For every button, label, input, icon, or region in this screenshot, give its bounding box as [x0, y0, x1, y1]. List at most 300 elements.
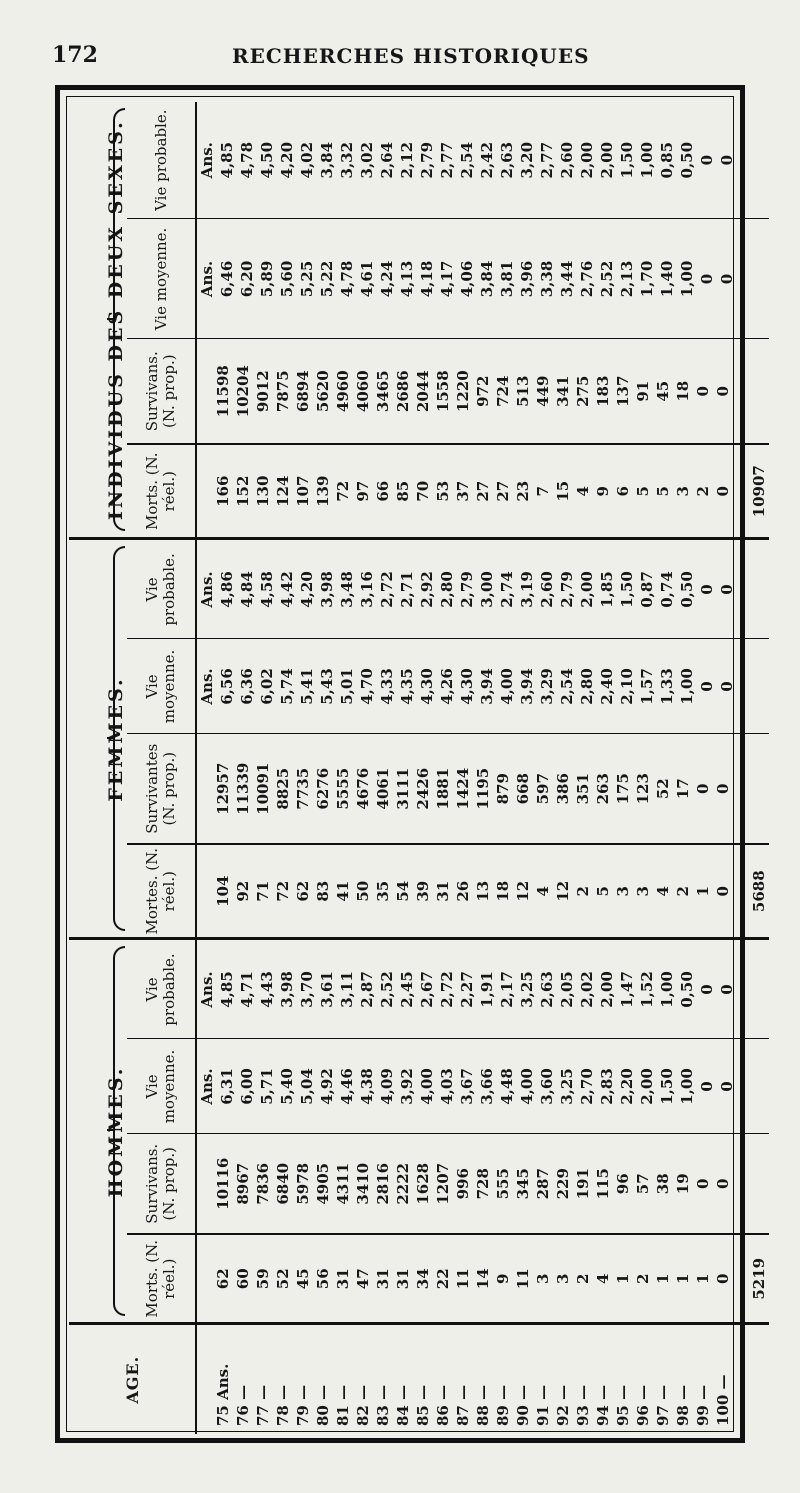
deux-survivans-cell: 6894: [294, 370, 312, 413]
deux-vie-probable-cell: 2,00: [578, 141, 596, 179]
deux-morts-cell: 107: [294, 475, 312, 507]
hommes-vie-moyenne-cell: 5,40: [278, 1068, 296, 1105]
hommes-vie-moyenne-cell: 3,25: [558, 1068, 576, 1105]
femmes-vie-probable-cell: 0,87: [638, 571, 656, 608]
deux-vie-moyenne-cell: 1,40: [658, 260, 676, 298]
femmes-mortes-cell: 2: [674, 886, 692, 897]
deux-morts-cell: 124: [274, 475, 292, 507]
femmes-survivantes-cell: 1195: [474, 767, 492, 810]
hommes-morts-cell: 62: [214, 1268, 232, 1290]
deux-survivans-cell: 91: [634, 380, 652, 402]
deux-morts-cell: 166: [214, 475, 232, 507]
age-cell: 87 —: [454, 1384, 472, 1426]
deux-vie-probable-cell: 0,85: [658, 141, 676, 179]
femmes-vie-moyenne-cell: 5,41: [298, 668, 316, 705]
hommes-morts-cell: 56: [314, 1268, 332, 1290]
column-header-row: [127, 102, 196, 1434]
col-header-deux-vie-moyenne: Vie moyenne.: [127, 219, 196, 339]
deux-vie-probable-cell: 3,02: [358, 141, 376, 179]
femmes-survivantes-cell: 879: [494, 773, 512, 805]
femmes-vie-probable-cell: 2,00: [578, 571, 596, 608]
deux-survivans-list: [213, 339, 733, 443]
hommes-morts-cell: 14: [474, 1268, 492, 1290]
deux-vie-probable-cell: 1,00: [638, 141, 656, 179]
deux-morts-cell: 5: [654, 486, 672, 497]
deux-vie-probable-list: [197, 102, 737, 219]
femmes-survivantes-cell: 1424: [454, 767, 472, 810]
femmes-mortes-cell: 0: [714, 886, 732, 897]
deux-survivans-cell: 341: [554, 375, 572, 407]
deux-morts-cell: 37: [454, 480, 472, 502]
col-header-deux-vie-probable: Vie probable.: [127, 102, 196, 219]
femmes-vie-moyenne-cell: 5,43: [318, 668, 336, 705]
page-header: [0, 42, 800, 82]
hommes-vie-moyenne-cell: 3,67: [458, 1068, 476, 1105]
deux-survivans-cell: 0: [694, 386, 712, 397]
age-cell: 79 —: [294, 1384, 312, 1426]
femmes-survivantes-cell: 5555: [334, 767, 352, 810]
age-cell: 83 —: [374, 1384, 392, 1426]
hommes-vie-moyenne-cell: 4,00: [518, 1068, 536, 1105]
femmes-survivantes-cell: 12957: [214, 762, 232, 815]
femmes-mortes-cell: 35: [374, 880, 392, 902]
hommes-morts-total: 5219: [743, 1249, 769, 1309]
hommes-morts-cell: 31: [374, 1268, 392, 1290]
hommes-vie-moyenne-cell: 4,09: [378, 1068, 396, 1105]
deux-survivans-cell: 18: [674, 380, 692, 402]
deux-survivans-cell: 45: [654, 380, 672, 402]
hommes-survivans-cell: 3410: [354, 1162, 372, 1205]
femmes-vie-moyenne-cell: 2,54: [558, 668, 576, 705]
hommes-vie-probable-cell: 2,05: [558, 971, 576, 1008]
deux-morts-cell: 27: [474, 480, 492, 502]
hommes-vie-moyenne-cell: 6,00: [238, 1068, 256, 1105]
page-number: 172: [52, 42, 98, 68]
hommes-vie-probable-cell: 4,85: [218, 971, 236, 1008]
age-cell: 97 —: [654, 1384, 672, 1426]
deux-vie-moyenne-cell: 3,84: [478, 260, 496, 298]
femmes-survivantes-list: [213, 734, 733, 843]
group-header-femmes: [69, 539, 127, 939]
hommes-vie-probable-cell: Ans.: [198, 971, 216, 1008]
deux-survivans-cell: 137: [614, 375, 632, 407]
femmes-vie-moyenne-cell: 2,80: [578, 668, 596, 705]
femmes-vie-moyenne-list: [197, 639, 737, 733]
femmes-survivantes-cell: 597: [534, 773, 552, 805]
femmes-survivantes-cell: 386: [554, 773, 572, 805]
hommes-vie-probable-cell: 2,72: [438, 971, 456, 1008]
hommes-vie-moyenne-cell: Ans.: [198, 1068, 216, 1105]
col-header-deux-survivans: Survivans. (N. prop.): [127, 339, 196, 444]
femmes-mortes-cell: 62: [294, 880, 312, 902]
hommes-vie-moyenne-cell: 2,20: [618, 1068, 636, 1105]
deux-survivans-cell: 972: [474, 375, 492, 407]
age-cell: 92 —: [554, 1384, 572, 1426]
femmes-survivantes-cell: 0: [714, 783, 732, 794]
hommes-vie-probable-cell: 1,47: [618, 971, 636, 1008]
hommes-vie-probable-cell: 3,61: [318, 971, 336, 1008]
hommes-vie-probable-cell: 0: [698, 984, 716, 995]
femmes-mortes-cell: 72: [274, 880, 292, 902]
deux-vie-moyenne-cell: 4,06: [458, 260, 476, 298]
hommes-vie-probable-cell: 2,67: [418, 971, 436, 1008]
hommes-vie-probable-cell: 3,25: [518, 971, 536, 1008]
femmes-vie-probable-cell: 2,92: [418, 571, 436, 608]
deux-vie-moyenne-cell: 3,38: [538, 260, 556, 298]
femmes-vie-moyenne-cell: 1,33: [658, 668, 676, 705]
col-header-hommes-survivans: Survivans. (N. prop.): [127, 1134, 196, 1234]
hommes-vie-probable-cell: 4,43: [258, 971, 276, 1008]
hommes-vie-moyenne-cell: 4,03: [438, 1068, 456, 1105]
hommes-morts-cell: 47: [354, 1268, 372, 1290]
femmes-vie-probable-cell: 3,98: [318, 571, 336, 608]
femmes-survivantes-cell: 0: [694, 783, 712, 794]
age-header: [69, 1324, 196, 1434]
group-title-deux: INDIVIDUS DES DEUX SEXES.: [105, 119, 127, 521]
table-body-row: [196, 102, 769, 1434]
deux-morts-list: [213, 445, 733, 538]
group-title-hommes: HOMMES.: [105, 1065, 127, 1198]
hommes-morts-list: [213, 1235, 733, 1323]
femmes-vie-probable-cell: 4,86: [218, 571, 236, 608]
deux-survivans-cell: 7875: [274, 370, 292, 413]
femmes-survivantes-cell: 3111: [394, 767, 412, 810]
deux-vie-moyenne-cell: 4,24: [378, 260, 396, 298]
hommes-vie-probable-cell: 1,91: [478, 971, 496, 1008]
age-cell: 93 —: [574, 1384, 592, 1426]
deux-vie-moyenne-cell: 3,44: [558, 260, 576, 298]
deux-survivans-cell: 2686: [394, 370, 412, 413]
deux-morts-cell: 6: [614, 486, 632, 497]
hommes-morts-cell: 59: [254, 1268, 272, 1290]
deux-vie-probable-cell: 0: [698, 154, 716, 166]
femmes-vie-moyenne-cell: 4,70: [358, 668, 376, 705]
col-header-femmes-survivantes: Survivantes (N. prop.): [127, 734, 196, 844]
deux-survivans-cell: 1220: [454, 370, 472, 413]
col-header-femmes-vie-moyenne: Vie moyenne.: [127, 639, 196, 734]
hommes-survivans-cell: 8967: [234, 1162, 252, 1205]
femmes-mortes-cell: 39: [414, 880, 432, 902]
hommes-survivans-cell: 96: [614, 1173, 632, 1195]
hommes-survivans-cell: 2222: [394, 1162, 412, 1205]
hommes-vie-moyenne-cell: 2,83: [598, 1068, 616, 1105]
femmes-vie-moyenne-cell: 4,30: [418, 668, 436, 705]
deux-morts-cell: 7: [534, 486, 552, 497]
deux-survivans-cell: 183: [594, 375, 612, 407]
femmes-vie-moyenne-cell: 5,01: [338, 668, 356, 705]
deux-morts-cell: 27: [494, 480, 512, 502]
deux-vie-probable-cell: 0: [718, 154, 736, 166]
femmes-vie-moyenne-cell: 4,00: [498, 668, 516, 705]
deux-vie-moyenne-cell: 4,17: [438, 260, 456, 298]
femmes-vie-probable-cell: 0: [698, 584, 716, 595]
femmes-survivantes-cell: 2426: [414, 767, 432, 810]
deux-vie-probable-cell: 4,78: [238, 141, 256, 179]
hommes-vie-probable-cell: 1,52: [638, 971, 656, 1008]
femmes-vie-probable-cell: 3,19: [518, 571, 536, 608]
deux-morts-cell: 130: [254, 475, 272, 507]
brace-deux: [113, 108, 125, 532]
femmes-vie-probable-cell: Ans.: [198, 571, 216, 608]
femmes-vie-probable-cell: 4,84: [238, 571, 256, 608]
femmes-vie-probable-cell: 2,72: [378, 571, 396, 608]
hommes-vie-probable-cell: 2,63: [538, 971, 556, 1008]
col-header-hommes-morts: Morts. (N. réel.): [127, 1234, 196, 1324]
hommes-morts-cell: 31: [394, 1268, 412, 1290]
hommes-vie-moyenne-cell: 1,50: [658, 1068, 676, 1105]
hommes-vie-moyenne-cell: 1,00: [678, 1068, 696, 1105]
age-cell: 85 —: [414, 1384, 432, 1426]
age-cell: 90 —: [514, 1384, 532, 1426]
deux-vie-probable-cell: 2,64: [378, 141, 396, 179]
femmes-survivantes-cell: 4676: [354, 767, 372, 810]
femmes-survivantes-cell: 7735: [294, 767, 312, 810]
femmes-mortes-cell: 13: [474, 880, 492, 902]
femmes-survivantes-cell: 52: [654, 778, 672, 800]
hommes-survivans-cell: 10116: [214, 1157, 232, 1210]
femmes-survivantes-cell: 1881: [434, 767, 452, 810]
femmes-survivantes-column: [196, 734, 769, 844]
deux-vie-moyenne-cell: 0: [698, 273, 716, 285]
femmes-vie-probable-cell: 1,50: [618, 571, 636, 608]
hommes-morts-cell: 60: [234, 1268, 252, 1290]
col-header-femmes-mortes: Mortes. (N. réel.): [127, 844, 196, 939]
femmes-vie-probable-cell: 2,79: [558, 571, 576, 608]
hommes-vie-probable-cell: 0,50: [678, 971, 696, 1008]
hommes-survivans-cell: 345: [514, 1168, 532, 1200]
table-frame-inner: [66, 96, 768, 1432]
femmes-vie-probable-cell: 3,48: [338, 571, 356, 608]
hommes-survivans-cell: 4905: [314, 1162, 332, 1205]
age-cell: 95 —: [614, 1384, 632, 1426]
hommes-vie-moyenne-cell: 4,46: [338, 1068, 356, 1105]
deux-vie-moyenne-cell: 2,13: [618, 260, 636, 298]
femmes-vie-moyenne-cell: 5,74: [278, 668, 296, 705]
femmes-mortes-column: [196, 844, 769, 939]
deux-vie-probable-cell: 4,20: [278, 141, 296, 179]
deux-vie-probable-cell: 2,42: [478, 141, 496, 179]
group-header-deux: [69, 102, 127, 539]
deux-vie-probable-cell: 2,60: [558, 141, 576, 179]
femmes-mortes-cell: 31: [434, 880, 452, 902]
deux-vie-probable-cell: 2,63: [498, 141, 516, 179]
age-cell: 100 —: [714, 1374, 732, 1426]
hommes-morts-cell: 11: [454, 1268, 472, 1290]
hommes-survivans-cell: 115: [594, 1168, 612, 1200]
age-cell: 82 —: [354, 1384, 372, 1426]
femmes-mortes-cell: 5: [594, 886, 612, 897]
femmes-mortes-cell: 104: [214, 875, 232, 907]
femmes-mortes-cell: 2: [574, 886, 592, 897]
femmes-vie-probable-cell: 2,74: [498, 571, 516, 608]
femmes-vie-moyenne-cell: 4,33: [378, 668, 396, 705]
col-header-deux-morts: Morts. (N. réel.): [127, 444, 196, 539]
deux-vie-moyenne-cell: 4,78: [338, 260, 356, 298]
age-cell: 89 —: [494, 1384, 512, 1426]
femmes-survivantes-cell: 17: [674, 778, 692, 800]
age-list: [213, 1326, 733, 1435]
mortality-table: [69, 102, 769, 1434]
femmes-mortes-cell: 54: [394, 880, 412, 902]
hommes-vie-moyenne-cell: 4,48: [498, 1068, 516, 1105]
hommes-vie-moyenne-cell: 6,31: [218, 1068, 236, 1105]
hommes-survivans-cell: 229: [554, 1168, 572, 1200]
running-head: RECHERCHES HISTORIQUES: [232, 44, 590, 68]
deux-vie-moyenne-cell: 6,46: [218, 260, 236, 298]
hommes-morts-cell: 1: [654, 1273, 672, 1284]
deux-survivans-cell: 724: [494, 375, 512, 407]
femmes-vie-moyenne-cell: 6,56: [218, 668, 236, 705]
age-cell: 75 Ans.: [214, 1363, 232, 1426]
age-cell: 86 —: [434, 1384, 452, 1426]
femmes-mortes-cell: 41: [334, 880, 352, 902]
hommes-survivans-cell: 57: [634, 1173, 652, 1195]
hommes-vie-moyenne-cell: 5,71: [258, 1068, 276, 1105]
age-column: [196, 1324, 769, 1434]
deux-survivans-cell: 5620: [314, 370, 332, 413]
deux-morts-cell: 53: [434, 480, 452, 502]
deux-vie-probable-cell: 2,54: [458, 141, 476, 179]
deux-vie-moyenne-cell: 4,18: [418, 260, 436, 298]
hommes-vie-probable-cell: 2,52: [378, 971, 396, 1008]
hommes-morts-cell: 0: [714, 1273, 732, 1284]
femmes-survivantes-cell: 123: [634, 773, 652, 805]
hommes-survivans-cell: 191: [574, 1168, 592, 1200]
hommes-vie-probable-cell: 2,87: [358, 971, 376, 1008]
femmes-vie-moyenne-cell: 3,94: [478, 668, 496, 705]
hommes-survivans-cell: 1628: [414, 1162, 432, 1205]
hommes-vie-probable-cell: 2,00: [598, 971, 616, 1008]
femmes-vie-probable-list: [197, 540, 737, 638]
age-cell: 81 —: [334, 1384, 352, 1426]
deux-vie-probable-cell: 2,77: [538, 141, 556, 179]
hommes-morts-cell: 22: [434, 1268, 452, 1290]
femmes-vie-moyenne-cell: 4,30: [458, 668, 476, 705]
femmes-survivantes-cell: 10091: [254, 762, 272, 815]
deux-vie-probable-cell: 2,12: [398, 141, 416, 179]
hommes-survivans-cell: 0: [694, 1178, 712, 1189]
hommes-morts-cell: 3: [534, 1273, 552, 1284]
hommes-survivans-cell: 996: [454, 1168, 472, 1200]
femmes-vie-probable-cell: 2,71: [398, 571, 416, 608]
deux-vie-probable-cell: 3,32: [338, 141, 356, 179]
col-header-femmes-vie-probable: Vie probable.: [127, 539, 196, 639]
femmes-vie-moyenne-cell: 3,94: [518, 668, 536, 705]
hommes-morts-cell: 34: [414, 1268, 432, 1290]
age-cell: 76 —: [234, 1384, 252, 1426]
col-header-hommes-vie-probable: Vie probable.: [127, 939, 196, 1039]
femmes-mortes-cell: 71: [254, 880, 272, 902]
deux-survivans-cell: 3465: [374, 370, 392, 413]
femmes-mortes-list: [213, 845, 733, 938]
hommes-survivans-cell: 1207: [434, 1162, 452, 1205]
deux-vie-probable-cell: 2,79: [418, 141, 436, 179]
femmes-vie-probable-cell: 2,79: [458, 571, 476, 608]
femmes-mortes-cell: 12: [514, 880, 532, 902]
deux-vie-moyenne-cell: 2,52: [598, 260, 616, 298]
femmes-mortes-cell: 92: [234, 880, 252, 902]
hommes-morts-column: [196, 1234, 769, 1324]
hommes-survivans-cell: 19: [674, 1173, 692, 1195]
deux-morts-cell: 23: [514, 480, 532, 502]
deux-survivans-cell: 513: [514, 375, 532, 407]
deux-vie-moyenne-cell: 3,96: [518, 260, 536, 298]
deux-morts-cell: 3: [674, 486, 692, 497]
femmes-mortes-cell: 50: [354, 880, 372, 902]
deux-vie-moyenne-list: [197, 219, 737, 338]
deux-vie-moyenne-cell: 1,00: [678, 260, 696, 298]
hommes-morts-cell: 45: [294, 1268, 312, 1290]
femmes-vie-moyenne-cell: 2,40: [598, 668, 616, 705]
deux-survivans-cell: 4960: [334, 370, 352, 413]
femmes-mortes-cell: 3: [614, 886, 632, 897]
deux-morts-cell: 97: [354, 480, 372, 502]
hommes-vie-probable-cell: 0: [718, 984, 736, 995]
femmes-vie-probable-cell: 3,16: [358, 571, 376, 608]
hommes-vie-moyenne-cell: 4,92: [318, 1068, 336, 1105]
femmes-vie-moyenne-cell: 1,00: [678, 668, 696, 705]
age-cell: 77 —: [254, 1384, 272, 1426]
hommes-survivans-column: [196, 1134, 769, 1234]
table-frame: [55, 85, 768, 1443]
hommes-survivans-cell: 4311: [334, 1162, 352, 1205]
hommes-survivans-cell: 38: [654, 1173, 672, 1195]
age-cell: 98 —: [674, 1384, 692, 1426]
femmes-mortes-cell: 4: [654, 886, 672, 897]
femmes-vie-moyenne-cell: 2,10: [618, 668, 636, 705]
femmes-vie-probable-cell: 2,60: [538, 571, 556, 608]
hommes-morts-cell: 52: [274, 1268, 292, 1290]
age-cell: 80 —: [314, 1384, 332, 1426]
femmes-vie-probable-cell: 4,20: [298, 571, 316, 608]
deux-morts-total: 10907: [743, 461, 769, 521]
femmes-survivantes-cell: 351: [574, 773, 592, 805]
deux-vie-probable-column: [196, 102, 769, 219]
deux-morts-cell: 4: [574, 486, 592, 497]
hommes-survivans-cell: 7836: [254, 1162, 272, 1205]
brace-femmes: [113, 546, 125, 931]
femmes-vie-probable-cell: 3,00: [478, 571, 496, 608]
hommes-vie-probable-cell: 3,70: [298, 971, 316, 1008]
femmes-vie-probable-cell: 0,50: [678, 571, 696, 608]
deux-vie-moyenne-cell: 5,22: [318, 260, 336, 298]
femmes-mortes-cell: 1: [694, 886, 712, 897]
deux-morts-cell: 152: [234, 475, 252, 507]
femmes-mortes-total: 5688: [743, 861, 769, 921]
group-title-femmes: FEMMES.: [105, 676, 127, 802]
hommes-vie-moyenne-cell: 5,04: [298, 1068, 316, 1105]
deux-survivans-cell: 11598: [214, 365, 232, 418]
age-cell: 78 —: [274, 1384, 292, 1426]
hommes-vie-moyenne-cell: 3,92: [398, 1068, 416, 1105]
hommes-morts-cell: 31: [334, 1268, 352, 1290]
hommes-vie-moyenne-cell: 0: [718, 1081, 736, 1092]
hommes-survivans-cell: 2816: [374, 1162, 392, 1205]
col-header-hommes-vie-moyenne: Vie moyenne.: [127, 1039, 196, 1134]
deux-morts-cell: 72: [334, 480, 352, 502]
deux-vie-moyenne-cell: 6,20: [238, 260, 256, 298]
femmes-vie-moyenne-cell: 6,02: [258, 668, 276, 705]
hommes-vie-probable-column: [196, 939, 769, 1039]
femmes-vie-moyenne-cell: 4,26: [438, 668, 456, 705]
hommes-vie-moyenne-column: [196, 1039, 769, 1134]
deux-vie-moyenne-cell: Ans.: [198, 260, 216, 298]
femmes-vie-moyenne-cell: Ans.: [198, 668, 216, 705]
deux-morts-cell: 85: [394, 480, 412, 502]
rotated-table: [69, 102, 768, 1434]
hommes-vie-probable-list: [197, 940, 737, 1038]
femmes-vie-moyenne-cell: 3,29: [538, 668, 556, 705]
